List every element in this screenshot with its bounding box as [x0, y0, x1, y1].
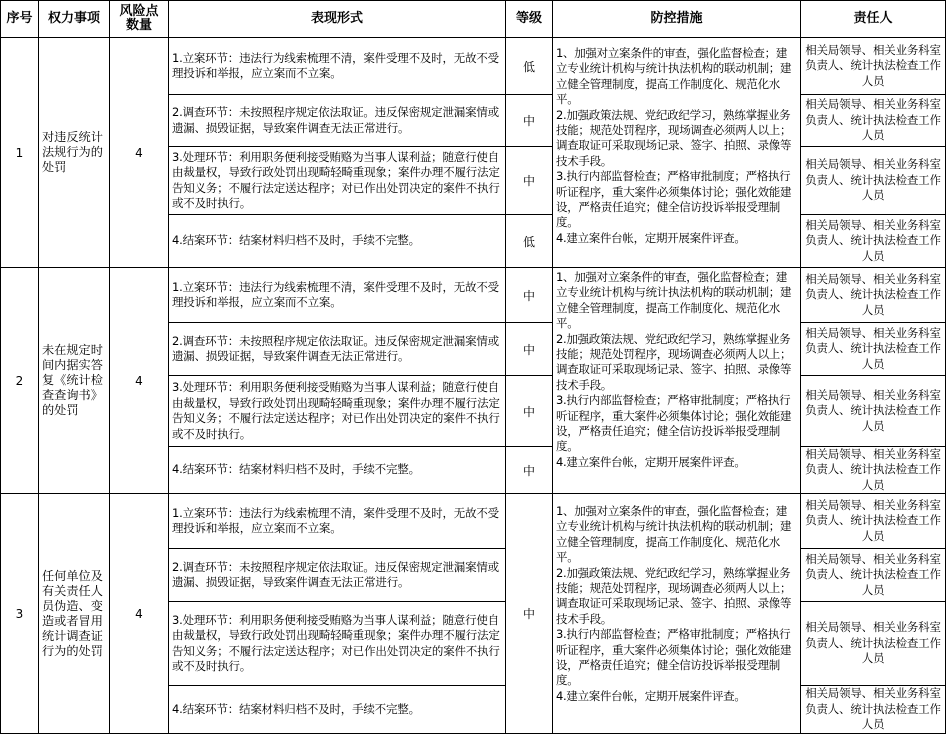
row1-risk-count: 4 [110, 38, 169, 268]
row2-manifest-2: 2.调查环节：未按照程序规定依法取证。违反保密规定泄漏案情或遗漏、损毁证据，导致案件调查无法正常进行。 [169, 323, 506, 376]
row1-manifest-4: 4.结案环节：结案材料归档不及时，手续不完整。 [169, 215, 506, 268]
row1-level-2: 中 [506, 95, 553, 147]
row2-seq: 2 [0, 268, 39, 494]
row3-power: 任何单位及有关责任人员伪造、变造或者冒用统计调查证行为的处罚 [39, 494, 110, 734]
row1-power: 对违反统计法规行为的处罚 [39, 38, 110, 268]
row3-manifest-2: 2.调查环节：未按照程序规定依法取证。违反保密规定泄漏案情或遗漏、损毁证据，导致案件调查无法正常进行。 [169, 549, 506, 602]
header-power: 权力事项 [39, 0, 110, 38]
header-seq: 序号 [0, 0, 39, 38]
row3-seq: 3 [0, 494, 39, 734]
row3-manifest-4: 4.结案环节：结案材料归档不及时，手续不完整。 [169, 686, 506, 734]
row3-risk-count: 4 [110, 494, 169, 734]
row2-responsible-3: 相关局领导、相关业务科室负责人、统计执法检查工作人员 [801, 376, 946, 447]
row2-manifest-1: 1.立案环节：违法行为线索梳理不清，案件受理不及时，无故不受理投诉和举报，应立案而不立案。 [169, 268, 506, 323]
row3-responsible-2: 相关局领导、相关业务科室负责人、统计执法检查工作人员 [801, 549, 946, 602]
row1-level-4: 低 [506, 215, 553, 268]
row2-responsible-4: 相关局领导、相关业务科室负责人、统计执法检查工作人员 [801, 447, 946, 494]
row1-responsible-1: 相关局领导、相关业务科室负责人、统计执法检查工作人员 [801, 38, 946, 95]
row1-manifest-2: 2.调查环节：未按照程序规定依法取证。违反保密规定泄漏案情或遗漏、损毁证据，导致案件调查无法正常进行。 [169, 95, 506, 147]
row2-manifest-3: 3.处理环节：利用职务便利接受贿赂为当事人谋利益；随意行使自由裁量权，导致行政处罚出现畸轻畸重现象；案件办理不履行法定告知义务；不履行法定送达程序；对已作出处罚决定的案件不执行或不及时执行。 [169, 376, 506, 447]
row2-risk-count: 4 [110, 268, 169, 494]
row3-responsible-1: 相关局领导、相关业务科室负责人、统计执法检查工作人员 [801, 494, 946, 549]
row1-manifest-3: 3.处理环节：利用职务便利接受贿赂为当事人谋利益；随意行使自由裁量权，导致行政处罚出现畸轻畸重现象；案件办理不履行法定告知义务；不履行法定送达程序；对已作出处罚决定的案件不执行或不及时执行。 [169, 147, 506, 215]
header-level: 等级 [506, 0, 553, 38]
row2-power: 未在规定时间内据实答复《统计检查查询书》的处罚 [39, 268, 110, 494]
header-responsible: 责任人 [801, 0, 946, 38]
row3-responsible-4: 相关局领导、相关业务科室负责人、统计执法检查工作人员 [801, 686, 946, 734]
row2-responsible-2: 相关局领导、相关业务科室负责人、统计执法检查工作人员 [801, 323, 946, 376]
row1-level-1: 低 [506, 38, 553, 95]
row2-level-3: 中 [506, 376, 553, 447]
row2-level-2: 中 [506, 323, 553, 376]
row2-responsible-1: 相关局领导、相关业务科室负责人、统计执法检查工作人员 [801, 268, 946, 323]
row3-measures: 1、加强对立案条件的审查，强化监督检查；建立专业统计机构与统计执法机构的联动机制；建立健全管理制度，提高工作制度化、规范化水平。 2.加强政策法规、党纪政纪学习，熟练掌握业务技能；规范处罚程序，现场调查必须两人以上；调查取证可采取现场记录、签字、拍照、录像等技术手段。 3.执行内部监督检查；严格审批制度；严格执行听证程序，重大案件必须集体讨论；强化效能建设，严格责任追究；健全信访投诉举报受理制度。 4.建立案件台帐，定期开展案件评查。 [553, 494, 801, 734]
header-risk-count: 风险点数量 [110, 0, 169, 38]
row1-level-3: 中 [506, 147, 553, 215]
row1-manifest-1: 1.立案环节：违法行为线索梳理不清，案件受理不及时，无故不受理投诉和举报，应立案而不立案。 [169, 38, 506, 95]
row1-responsible-4: 相关局领导、相关业务科室负责人、统计执法检查工作人员 [801, 215, 946, 268]
row3-manifest-1: 1.立案环节：违法行为线索梳理不清，案件受理不及时，无故不受理投诉和举报，应立案而不立案。 [169, 494, 506, 549]
row2-level-1: 中 [506, 268, 553, 323]
row3-manifest-3: 3.处理环节：利用职务便利接受贿赂为当事人谋利益；随意行使自由裁量权，导致行政处罚出现畸轻畸重现象；案件办理不履行法定告知义务；不履行法定送达程序；对已作出处罚决定的案件不执行或不及时执行。 [169, 602, 506, 686]
row2-measures: 1、加强对立案条件的审查，强化监督检查；建立专业统计机构与统计执法机构的联动机制；建立健全管理制度，提高工作制度化、规范化水平。 2.加强政策法规、党纪政纪学习，熟练掌握业务技能；规范处罚程序，现场调查必须两人以上；调查取证可采取现场记录、签字、拍照、录像等技术手段。 3.执行内部监督检查；严格审批制度；严格执行听证程序，重大案件必须集体讨论；强化效能建设，严格责任追究；健全信访投诉举报受理制度。 4.建立案件台帐，定期开展案件评查。 [553, 268, 801, 494]
row1-responsible-3: 相关局领导、相关业务科室负责人、统计执法检查工作人员 [801, 147, 946, 215]
header-measures: 防控措施 [553, 0, 801, 38]
row1-seq: 1 [0, 38, 39, 268]
row1-responsible-2: 相关局领导、相关业务科室负责人、统计执法检查工作人员 [801, 95, 946, 147]
header-manifest: 表现形式 [169, 0, 506, 38]
row3-level-merged: 中 [506, 494, 553, 734]
row2-manifest-4: 4.结案环节：结案材料归档不及时，手续不完整。 [169, 447, 506, 494]
row3-responsible-3: 相关局领导、相关业务科室负责人、统计执法检查工作人员 [801, 602, 946, 686]
row2-level-4: 中 [506, 447, 553, 494]
row1-measures: 1、加强对立案条件的审查，强化监督检查；建立专业统计机构与统计执法机构的联动机制；建立健全管理制度，提高工作制度化、规范化水平。 2.加强政策法规、党纪政纪学习，熟练掌握业务技能；规范处罚程序，现场调查必须两人以上；调查取证可采取现场记录、签字、拍照、录像等技术手段。 3.执行内部监督检查；严格审批制度；严格执行听证程序，重大案件必须集体讨论；强化效能建设，严格责任追究；健全信访投诉举报受理制度。 4.建立案件台帐，定期开展案件评查。 [553, 38, 801, 268]
